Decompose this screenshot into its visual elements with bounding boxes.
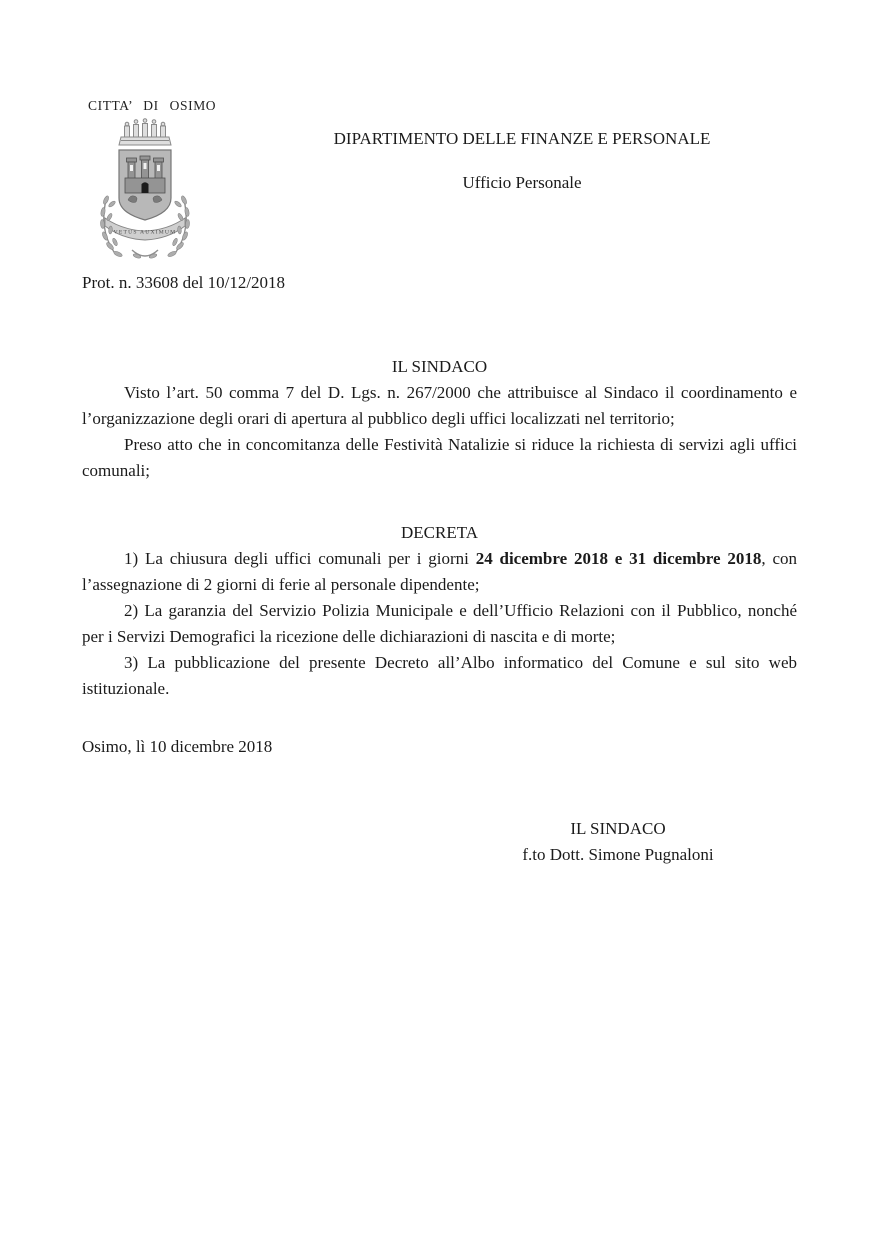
decree-item [82,650,797,702]
signature-role: IL SINDACO [570,819,666,838]
document-title: IL SINDACO [391,357,488,376]
shield-icon [119,150,171,220]
protocol-line: Prot. n. 33608 del 10/12/2018 [82,273,286,292]
decree-item [82,598,797,650]
decree-item-text: 3) La pubblicazione del presente Decreto all’Albo informatico del Comune e sul sito web istituzionale. [82,653,797,698]
signature-name: f.to Dott. Simone Pugnaloni [522,845,714,864]
header-right-column [247,98,797,196]
header-left-column [82,98,247,264]
mural-crown-icon [119,119,171,145]
decree-item-text: 1) La chiusura degli uffici comunali per i giorni [124,549,476,568]
department-title: DIPARTIMENTO DELLE FINANZE E PERSONALE [333,129,711,148]
emblem-motto: VETUS AUXIMUM [113,229,177,236]
decree-item-text: 2) La garanzia del Servizio Polizia Municipale e dell’Ufficio Relazioni con il Pubblico, nonché per i Servizi Demografici la ricezione delle dichiarazioni di nascita e di morte; [82,601,797,646]
decree-item-text: , con l’assegnazione di 2 giorni di ferie al personale dipendente; [82,549,798,594]
recital-paragraph: Preso atto che in concomitanza delle Festività Natalizie si riduce la richiesta di servizi agli uffici comunali; [82,435,797,480]
document-header [82,98,797,264]
recital-paragraph: Visto l’art. 50 comma 7 del D. Lgs. n. 267/2000 che attribuisce al Sindaco il coordinamento e l’organizzazione degli orari di apertura al pubblico degli uffici localizzati nel territorio; [82,383,797,428]
city-label: CITTA’ DI OSIMO [88,98,217,113]
city-coat-of-arms [90,116,200,264]
office-subtitle: Ufficio Personale [462,173,582,192]
motto-ribbon-icon [105,218,185,240]
place-date-line: Osimo, lì 10 dicembre 2018 [82,737,273,756]
decree-item [82,546,797,598]
decree-heading: DECRETA [400,523,479,542]
decree-item-bold-dates: 24 dicembre 2018 e 31 dicembre 2018 [475,549,762,568]
signature-block [478,816,758,868]
